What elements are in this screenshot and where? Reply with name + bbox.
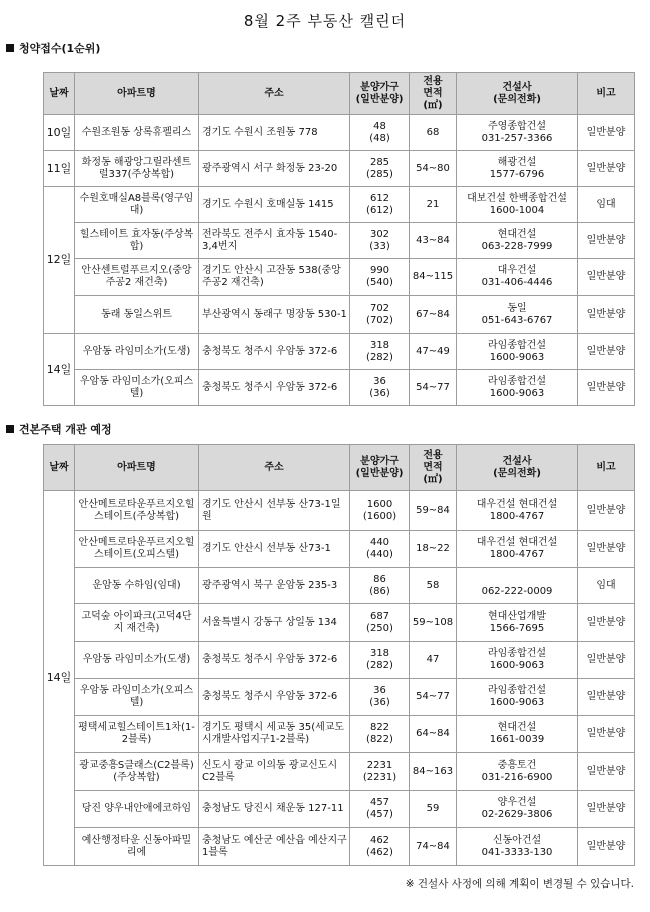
note-cell: 일반분양: [578, 791, 635, 828]
builder-cell: [457, 642, 578, 679]
note-cell: 임대: [578, 568, 635, 604]
header-apt: 아파트명: [75, 73, 199, 115]
cell-line: 612: [369, 192, 390, 204]
address-cell: 충청북도 청주시 우암동 372-6: [199, 679, 350, 716]
cell-line: (282): [366, 351, 393, 363]
builder-cell: [457, 679, 578, 716]
note-cell: 일반분양: [578, 828, 635, 866]
table-row: [44, 151, 635, 187]
cell-line: 031-216-6900: [481, 771, 553, 783]
apt-name-cell: 수원조원동 상록휴펠리스: [75, 115, 199, 151]
header-area: 전용 면적 (㎡): [410, 445, 457, 491]
header-addr: 주소: [199, 73, 350, 115]
units-cell: [350, 568, 410, 604]
cell-line: 신동아건설: [492, 834, 542, 846]
builder-cell: [457, 334, 578, 370]
table-row: [44, 223, 635, 259]
cell-line: 062-222-0009: [481, 585, 553, 597]
address-cell: 충청북도 청주시 우암동 372-6: [199, 642, 350, 679]
address-cell: 충청북도 청주시 우암동 372-6: [199, 370, 350, 406]
address-cell: 경기도 안산시 선부동 산73-1: [199, 531, 350, 568]
footer-note: ※ 건설사 사정에 의해 계획이 변경될 수 있습니다.: [405, 878, 634, 890]
cell-line: 라임종합건설: [488, 685, 546, 696]
cell-line: (282): [366, 660, 393, 671]
table-header-row: [44, 445, 635, 491]
builder-cell: [457, 568, 578, 604]
cell-line: 양우건설: [497, 797, 537, 808]
cell-line: 대우건설 현대건설: [476, 537, 558, 548]
cell-line: (440): [366, 549, 393, 560]
table-row: [44, 259, 635, 296]
apt-name-cell: 우암동 라임미소가(도생): [75, 334, 199, 370]
address-cell: 부산광역시 동래구 명장동 530-1: [199, 296, 350, 334]
area-cell: 68: [410, 115, 457, 151]
builder-cell: [457, 491, 578, 531]
address-cell: 경기도 평택시 세교동 35(세교도시개발사업지구1-2블록): [199, 716, 350, 753]
address-cell: 경기도 안산시 고잔동 538(중앙주공2 재건축): [199, 259, 350, 296]
cell-line: 라임종합건설: [488, 375, 546, 387]
apt-name-cell: 우암동 라임미소가(오피스텔): [75, 370, 199, 406]
address-cell: 광주광역시 서구 화정동 23-20: [199, 151, 350, 187]
date-cell: 10일: [44, 115, 75, 151]
cell-line: 318: [369, 648, 390, 659]
area-cell: 47: [410, 642, 457, 679]
header-addr: 주소: [199, 445, 350, 491]
cell-line: 285: [369, 156, 390, 168]
header-note: 비고: [578, 73, 635, 115]
cell-line: (36): [369, 697, 390, 708]
note-cell: 일반분양: [578, 223, 635, 259]
cell-line: (612): [366, 204, 393, 216]
units-cell: [350, 716, 410, 753]
cell-line: (822): [366, 734, 393, 745]
cell-line: 1800-4767: [489, 510, 545, 522]
units-cell: [350, 370, 410, 406]
cell-line: 1600-9063: [489, 660, 545, 671]
apt-name-cell: 화정동 해광앙그릴라센트럴337(주상복합): [75, 151, 199, 187]
section-subscription-title: [6, 40, 100, 56]
table-row: [44, 828, 635, 866]
table-row: [44, 491, 635, 531]
cell-line: 1800-4767: [489, 549, 545, 560]
address-cell: 광주광역시 북구 운암동 235-3: [199, 568, 350, 604]
note-cell: 일반분양: [578, 491, 635, 531]
area-cell: 84~115: [410, 259, 457, 296]
address-cell: 서울특별시 강동구 상일동 134: [199, 604, 350, 642]
date-cell: 11일: [44, 151, 75, 187]
cell-line: (36): [369, 387, 390, 399]
apt-name-cell: 운암동 수하임(임대): [75, 568, 199, 604]
table-row: [44, 334, 635, 370]
table-row: [44, 642, 635, 679]
apt-name-cell: 광교중흥S클래스(C2블록) (주상복합): [75, 753, 199, 791]
address-cell: 전라북도 전주시 효자동 1540-3,4번지: [199, 223, 350, 259]
area-cell: 54~80: [410, 151, 457, 187]
section-model-house-label: 견본주택 개관 예정: [19, 423, 112, 436]
units-cell: [350, 223, 410, 259]
header-builder: 건설사 (문의전화): [457, 73, 578, 115]
table-row: [44, 568, 635, 604]
builder-cell: [457, 604, 578, 642]
address-cell: 신도시 광교 이의동 광교신도시 C2블록: [199, 753, 350, 791]
apt-name-cell: 수원호매실A8블록(영구임대): [75, 187, 199, 223]
builder-cell: [457, 115, 578, 151]
address-cell: 경기도 안산시 선부동 산73-1일원: [199, 491, 350, 531]
units-cell: [350, 753, 410, 791]
note-cell: 일반분양: [578, 679, 635, 716]
address-cell: 충청남도 당진시 채운동 127-11: [199, 791, 350, 828]
units-cell: [350, 642, 410, 679]
date-cell: 14일: [44, 334, 75, 406]
units-cell: [350, 604, 410, 642]
header-apt: 아파트명: [75, 445, 199, 491]
units-cell: [350, 791, 410, 828]
address-cell: 충청북도 청주시 우암동 372-6: [199, 334, 350, 370]
header-area: 전용 면적 (㎡): [410, 73, 457, 115]
note-cell: 일반분양: [578, 334, 635, 370]
cell-line: 063-228-7999: [481, 240, 553, 252]
note-cell: 일반분양: [578, 604, 635, 642]
area-cell: 47~49: [410, 334, 457, 370]
cell-line: (540): [366, 277, 393, 288]
cell-line: 1600-1004: [489, 204, 545, 216]
cell-line: 동일: [507, 302, 527, 314]
date-cell: 14일: [44, 491, 75, 866]
note-cell: 일반분양: [578, 259, 635, 296]
cell-line: (702): [366, 314, 393, 326]
area-cell: 58: [410, 568, 457, 604]
table-row: [44, 753, 635, 791]
cell-line: 현대건설: [497, 722, 537, 733]
table-row: [44, 679, 635, 716]
section-model-house-title: [6, 421, 112, 437]
cell-line: 현대건설: [497, 228, 537, 240]
area-cell: 74~84: [410, 828, 457, 866]
area-cell: 64~84: [410, 716, 457, 753]
cell-line: 031-257-3366: [481, 132, 553, 144]
builder-cell: [457, 370, 578, 406]
builder-cell: [457, 753, 578, 791]
builder-cell: [457, 531, 578, 568]
apt-name-cell: 안산메트로타운푸르지오힐스테이트(주상복합): [75, 491, 199, 531]
table-header-row: [44, 73, 635, 115]
cell-line: 해광건설: [497, 156, 537, 168]
table-row: [44, 604, 635, 642]
cell-line: 1600: [366, 498, 393, 510]
apt-name-cell: 당진 양우내안애에코하임: [75, 791, 199, 828]
header-date: 날짜: [44, 73, 75, 115]
builder-cell: [457, 187, 578, 223]
units-cell: [350, 334, 410, 370]
cell-line: 051-643-6767: [481, 314, 553, 326]
note-cell: 일반분양: [578, 753, 635, 791]
units-cell: [350, 151, 410, 187]
header-date: 날짜: [44, 445, 75, 491]
table-row: [44, 187, 635, 223]
area-cell: 54~77: [410, 679, 457, 716]
cell-line: 라임종합건설: [488, 339, 546, 351]
table-row: [44, 531, 635, 568]
cell-line: 현대산업개발: [488, 610, 546, 622]
note-cell: 일반분양: [578, 716, 635, 753]
cell-line: 36: [373, 375, 386, 387]
area-cell: 18~22: [410, 531, 457, 568]
cell-line: 86: [373, 573, 386, 585]
apt-name-cell: 예산행정타운 신동아파밀리에: [75, 828, 199, 866]
builder-cell: [457, 223, 578, 259]
note-cell: 일반분양: [578, 370, 635, 406]
cell-line: (48): [369, 132, 390, 144]
cell-line: 041-3333-130: [481, 846, 553, 858]
cell-line: 02-2629-3806: [481, 809, 553, 820]
square-bullet-icon: [6, 425, 14, 433]
cell-line: (86): [369, 585, 390, 597]
cell-line: 1566-7695: [489, 622, 545, 634]
area-cell: 54~77: [410, 370, 457, 406]
area-cell: 21: [410, 187, 457, 223]
apt-name-cell: 고덕숲 아이파크(고덕4단지 재건축): [75, 604, 199, 642]
builder-cell: [457, 151, 578, 187]
units-cell: [350, 491, 410, 531]
header-builder: 건설사 (문의전화): [457, 445, 578, 491]
note-cell: 일반분양: [578, 531, 635, 568]
area-cell: 59~84: [410, 491, 457, 531]
cell-line: 주영종합건설: [488, 120, 546, 132]
cell-line: (33): [369, 240, 390, 252]
apt-name-cell: 우암동 라임미소가(오피스텔): [75, 679, 199, 716]
cell-line: (462): [366, 846, 393, 858]
subscription-table: [43, 72, 635, 406]
area-cell: 43~84: [410, 223, 457, 259]
cell-line: 318: [369, 339, 390, 351]
area-cell: 67~84: [410, 296, 457, 334]
cell-line: 대보건설 한백종합건설: [467, 192, 567, 204]
cell-line: (2231): [362, 771, 397, 783]
cell-line: 687: [369, 610, 390, 622]
builder-cell: [457, 716, 578, 753]
note-cell: 일반분양: [578, 296, 635, 334]
cell-line: 822: [369, 722, 390, 733]
address-cell: 경기도 수원시 호매실동 1415: [199, 187, 350, 223]
cell-line: 302: [369, 228, 390, 240]
cell-line: 1600-9063: [489, 387, 545, 399]
cell-line: (285): [366, 168, 393, 180]
cell-line: 대우건설: [497, 265, 537, 276]
cell-line: 990: [369, 265, 390, 276]
cell-line: 대우건설 현대건설: [476, 498, 558, 510]
builder-cell: [457, 259, 578, 296]
note-cell: 일반분양: [578, 642, 635, 679]
cell-line: 중흥토건: [497, 759, 537, 771]
cell-line: 48: [373, 120, 386, 132]
address-cell: 경기도 수원시 조원동 778: [199, 115, 350, 151]
area-cell: 59: [410, 791, 457, 828]
apt-name-cell: 동래 동일스위트: [75, 296, 199, 334]
builder-cell: [457, 791, 578, 828]
cell-line: 라임종합건설: [488, 648, 546, 659]
units-cell: [350, 296, 410, 334]
builder-cell: [457, 296, 578, 334]
note-cell: 일반분양: [578, 115, 635, 151]
header-units: 분양가구 (일반분양): [350, 73, 410, 115]
cell-line: 702: [369, 302, 390, 314]
units-cell: [350, 259, 410, 296]
apt-name-cell: 힐스테이트 효자동(주상복합): [75, 223, 199, 259]
apt-name-cell: 안산메트로타운푸르지오힐스테이트(오피스텔): [75, 531, 199, 568]
note-cell: 일반분양: [578, 151, 635, 187]
cell-line: 457: [369, 797, 390, 808]
units-cell: [350, 115, 410, 151]
header-note: 비고: [578, 445, 635, 491]
cell-line: (250): [366, 622, 393, 634]
apt-name-cell: 평택세교힐스테이트1차(1-2블록): [75, 716, 199, 753]
address-cell: 충청남도 예산군 예산읍 예산지구 1블록: [199, 828, 350, 866]
table-row: [44, 115, 635, 151]
area-cell: 59~108: [410, 604, 457, 642]
cell-line: 440: [369, 537, 390, 548]
cell-line: (1600): [362, 510, 397, 522]
table-row: [44, 716, 635, 753]
cell-line: 2231: [366, 759, 393, 771]
apt-name-cell: 안산센트럴푸르지오(중앙주공2 재건축): [75, 259, 199, 296]
table-row: [44, 791, 635, 828]
cell-line: 1600-9063: [489, 697, 545, 708]
date-cell: 12일: [44, 187, 75, 334]
table-row: [44, 370, 635, 406]
cell-line: 1600-9063: [489, 351, 545, 363]
section-subscription-label: 청약접수(1순위): [19, 42, 101, 55]
page-title: 8월 2주 부동산 캘린더: [243, 12, 407, 30]
units-cell: [350, 531, 410, 568]
cell-line: (457): [366, 809, 393, 820]
area-cell: 84~163: [410, 753, 457, 791]
table-row: [44, 296, 635, 334]
header-units: 분양가구 (일반분양): [350, 445, 410, 491]
cell-line: 36: [373, 685, 386, 696]
note-cell: 임대: [578, 187, 635, 223]
cell-line: 1577-6796: [489, 168, 545, 180]
builder-cell: [457, 828, 578, 866]
units-cell: [350, 187, 410, 223]
cell-line: 031-406-4446: [481, 277, 553, 288]
cell-line: 462: [369, 834, 390, 846]
units-cell: [350, 679, 410, 716]
apt-name-cell: 우암동 라임미소가(도생): [75, 642, 199, 679]
model-house-table: [43, 444, 635, 866]
square-bullet-icon: [6, 44, 14, 52]
units-cell: [350, 828, 410, 866]
cell-line: 1661-0039: [489, 734, 545, 745]
